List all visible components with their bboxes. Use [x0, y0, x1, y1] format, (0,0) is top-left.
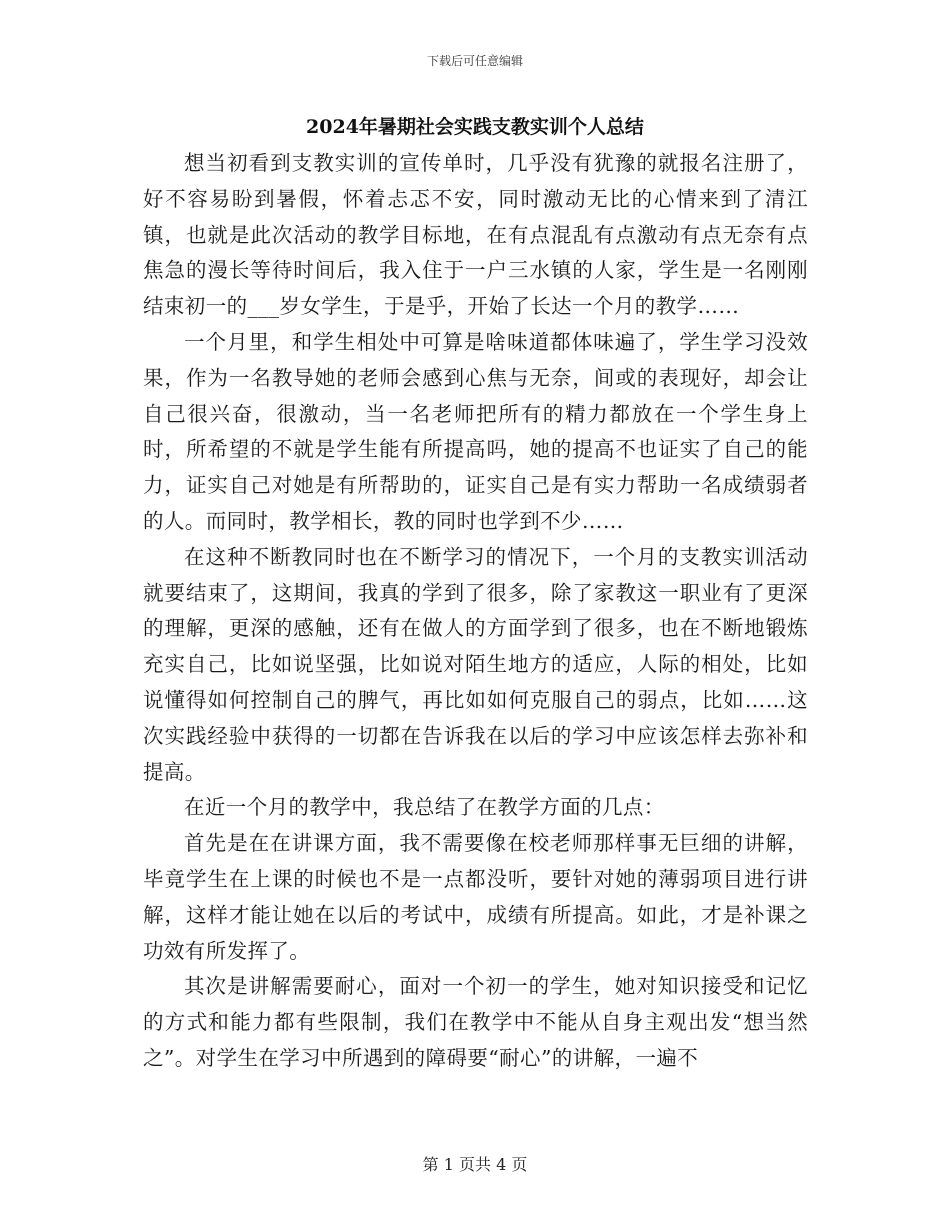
document-body — [143, 146, 808, 1077]
document-title: 2024年暑期社会实践支教实训个人总结 — [306, 116, 644, 138]
body-paragraph-4: 在近一个月的教学中，我总结了在教学方面的几点： — [184, 795, 665, 820]
body-paragraph-1: 想当初看到支教实训的宣传单时，几乎没有犹豫的就报名注册了，好不容易盼到暑假，怀着忐忑不安，同时激动无比的心情来到了清江镇，也就是此次活动的教学目标地，在有点混乱有点激动有点无奈有点焦急的漫长等待时间后，我入住于一户三水镇的人家，学生是一名刚刚结束初一的___岁女学生，于是乎，开始了长达一个月的教学…… — [143, 151, 808, 319]
body-paragraph-3: 在这种不断教同时也在不断学习的情况下，一个月的支教实训活动就要结束了，这期间，我真的学到了很多，除了家教这一职业有了更深的理解，更深的感触，还有在做人的方面学到了很多，也在不断地锻炼充实自己，比如说坚强，比如说对陌生地方的适应，人际的相处，比如说懂得如何控制自己的脾气，再比如如何克服自己的弱点，比如……这次实践经验中获得的一切都在告诉我在以后的学习中应该怎样去弥补和提高。 — [143, 544, 808, 784]
body-paragraph-6: 其次是讲解需要耐心，面对一个初一的学生，她对知识接受和记忆的方式和能力都有些限制，我们在教学中不能从自身主观出发“想当然之”。对学生在学习中所遇到的障碍要“耐心”的讲解，一遍不 — [143, 974, 808, 1070]
page-header-note: 下载后可任意编辑 — [426, 54, 523, 68]
body-paragraph-5: 首先是在在讲课方面，我不需要像在校老师那样事无巨细的讲解，毕竟学生在上课的时候也不是一点都没听，要针对她的薄弱项目进行讲解，这样才能让她在以后的考试中，成绩有所提高。如此，才是补课之功效有所发挥了。 — [143, 831, 808, 963]
body-paragraph-2: 一个月里，和学生相处中可算是啥味道都体味遍了，学生学习没效果，作为一名教导她的老师会感到心焦与无奈，间或的表现好，却会让自己很兴奋，很激动，当一名老师把所有的精力都放在一个学生身上时，所希望的不就是学生能有所提高吗，她的提高不也证实了自己的能力，证实自己对她是有所帮助的，证实自己是有实力帮助一名成绩弱者的人。而同时，教学相长，教的同时也学到不少…… — [143, 329, 808, 533]
page-number-footer: 第 1 页共 4 页 — [422, 1155, 528, 1174]
